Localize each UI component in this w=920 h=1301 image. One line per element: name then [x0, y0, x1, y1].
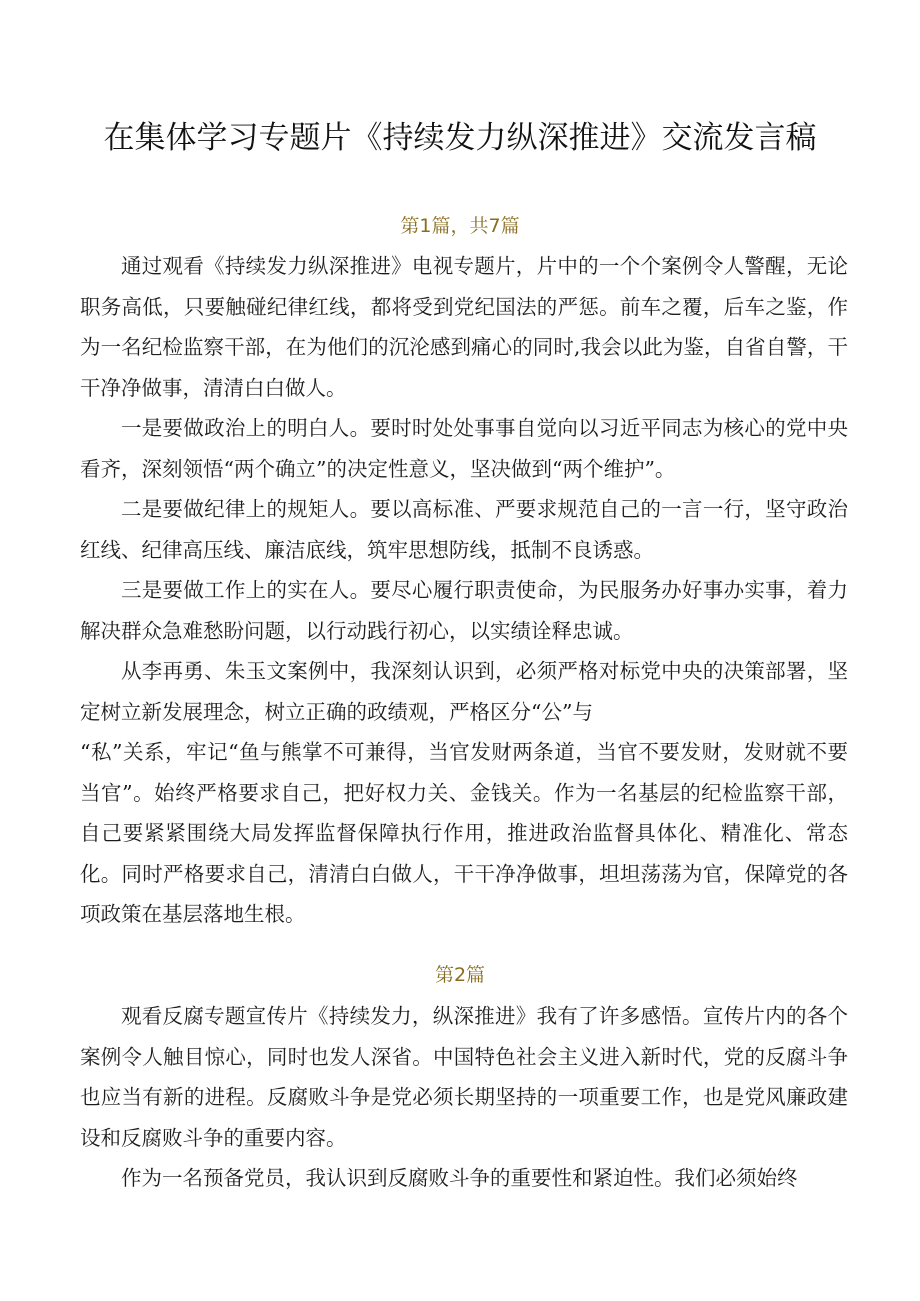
section-1-heading: 第1篇，共7篇 [400, 215, 520, 237]
paragraph: 通过观看《持续发力纵深推进》电视专题片，片中的一个个案例令人警醒，无论职务高低，只要触碰纪律红线，都将受到党纪国法的严惩。前车之覆，后车之鉴，作为一名纪检监察干部，在为他们的沉沦感到痛心的同时,我会以此为鉴，自省自警，干干净净做事，清清白白做人。 [80, 254, 848, 400]
section-1-body [80, 246, 848, 935]
paragraph: 作为一名预备党员，我认识到反腐败斗争的重要性和紧迫性。我们必须始终 [121, 1166, 798, 1190]
paragraph: 三是要做工作上的实在人。要尽心履行职责使命，为民服务办好事办实事，着力解决群众急难愁盼问题，以行动践行初心，以实绩诠释忠诚。 [80, 578, 848, 643]
paragraph: 二是要做纪律上的规矩人。要以高标准、严要求规范自己的一言一行，坚守政治红线、纪律高压线、廉洁底线，筑牢思想防线，抵制不良诱惑。 [80, 497, 848, 562]
paragraph: 一是要做政治上的明白人。要时时处处事事自觉向以习近平同志为核心的党中央看齐，深刻领悟“两个确立”的决定性意义，坚决做到“两个维护”。 [80, 416, 848, 481]
section-2-heading: 第2篇 [434, 964, 486, 986]
paragraph: 从李再勇、朱玉文案例中，我深刻认识到，必须严格对标党中央的决策部署，坚定树立新发展理念，树立正确的政绩观，严格区分“公”与 [80, 659, 848, 724]
section-2-body [80, 996, 848, 1199]
document-title: 在集体学习专题片《持续发力纵深推进》交流发言稿 [103, 120, 817, 156]
paragraph: 观看反腐专题宣传片《持续发力，纵深推进》我有了许多感悟。宣传片内的各个案例令人触目惊心，同时也发人深省。中国特色社会主义进入新时代，党的反腐斗争也应当有新的进程。反腐败斗争是党必须长期坚持的一项重要工作，也是党风廉政建设和反腐败斗争的重要内容。 [80, 1004, 848, 1150]
paragraph: “私”关系，牢记“鱼与熊掌不可兼得，当官发财两条道，当官不要发财，发财就不要当官”。始终严格要求自己，把好权力关、金钱关。作为一名基层的纪检监察干部，自己要紧紧围绕大局发挥监督保障执行作用，推进政治监督具体化、精准化、常态化。同时严格要求自己，清清白白做人，干干净净做事，坦坦荡荡为官，保障党的各项政策在基层落地生根。 [80, 740, 848, 926]
